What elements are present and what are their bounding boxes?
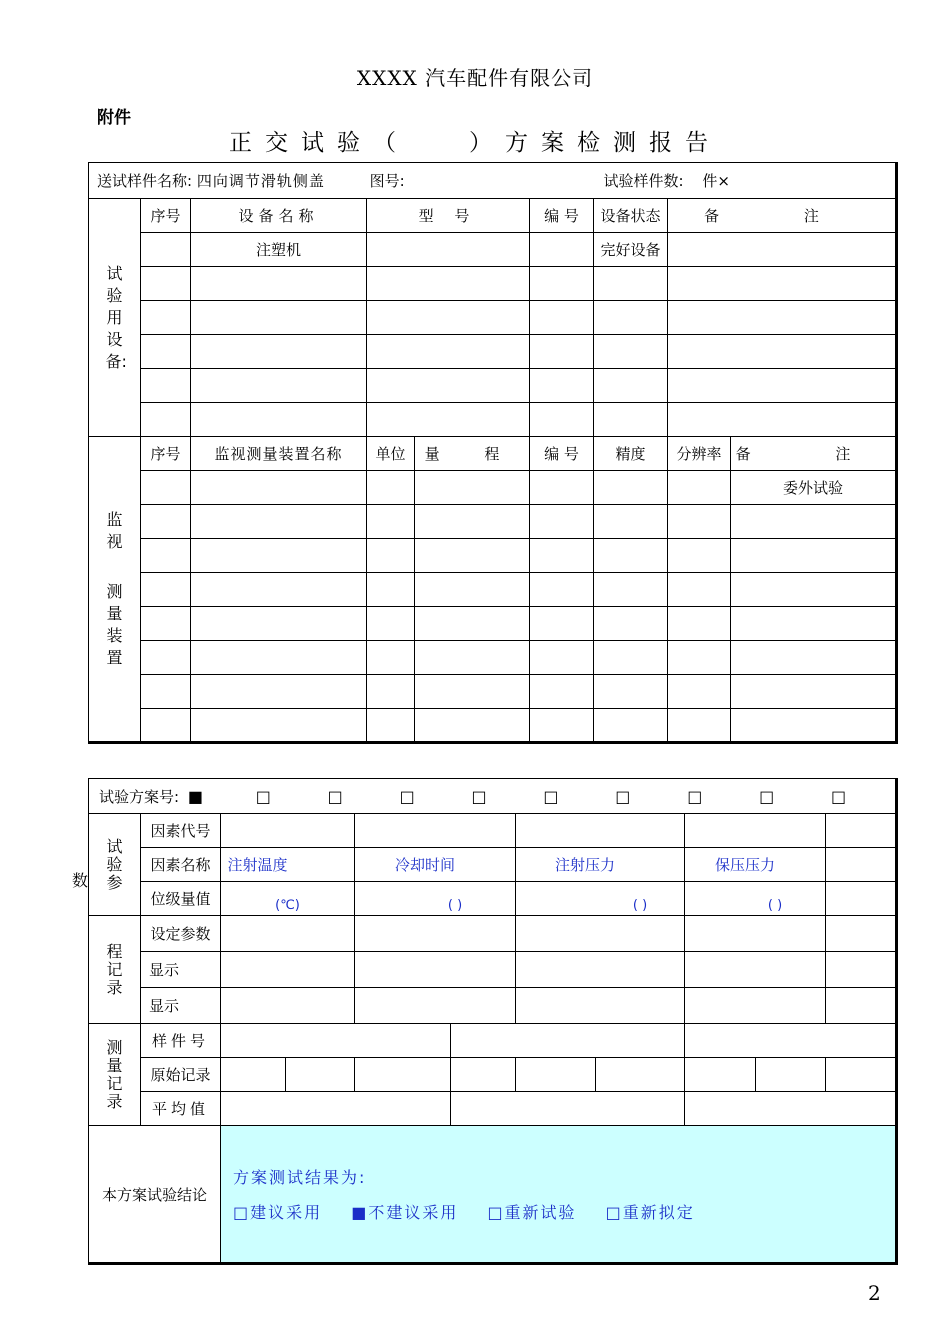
params-side-char: 数 [72, 871, 89, 890]
process-cell[interactable] [221, 988, 355, 1024]
process-cell[interactable] [826, 988, 897, 1024]
mon-cell[interactable] [141, 675, 191, 709]
page-number: 2 [868, 1281, 881, 1305]
measure-cell[interactable] [221, 1058, 286, 1092]
measure-cell[interactable] [451, 1092, 685, 1126]
scheme-label: 试验方案号: [99, 787, 180, 806]
mon-cell[interactable] [731, 573, 897, 607]
params-cell[interactable] [355, 814, 516, 848]
eq-cell[interactable] [594, 369, 668, 403]
mon-cell[interactable] [594, 675, 668, 709]
mon-cell[interactable] [594, 539, 668, 573]
eq-cell[interactable] [530, 335, 594, 369]
process-cell[interactable] [685, 988, 826, 1024]
scheme-checkbox-6[interactable]: □ [543, 786, 559, 806]
mon-cell[interactable] [415, 709, 530, 743]
mon-cell[interactable] [191, 675, 367, 709]
sample-info-row [89, 163, 897, 199]
params-cell[interactable] [826, 848, 897, 882]
process-cell[interactable] [516, 952, 685, 988]
process-cell[interactable] [221, 952, 355, 988]
scheme-row [89, 779, 897, 814]
eq-cell[interactable] [191, 369, 367, 403]
equipment-section-label: 试验用设备: [89, 199, 141, 437]
measure-section-label: 测量记录 [89, 1024, 141, 1126]
mon-cell[interactable] [415, 505, 530, 539]
mon-cell[interactable] [141, 539, 191, 573]
report-title-left: 正交试验（ [229, 130, 409, 156]
measure-cell[interactable] [221, 1092, 451, 1126]
conclusion-label: 本方案试验结论 [89, 1126, 221, 1264]
eq-cell[interactable]: 注塑机 [191, 233, 367, 267]
unit-2: ( ) [447, 897, 463, 913]
eq-cell[interactable] [530, 369, 594, 403]
mon-cell[interactable] [415, 471, 530, 505]
eq-cell[interactable] [668, 267, 897, 301]
mon-cell[interactable] [367, 675, 415, 709]
eq-cell[interactable] [668, 403, 897, 437]
mon-cell[interactable] [367, 641, 415, 675]
factor-name-3[interactable]: 注射压力 [516, 848, 685, 882]
mon-cell[interactable] [731, 641, 897, 675]
monitoring-section-label: 监视 测量装置 [89, 437, 141, 743]
attachment-label: 附件 [97, 108, 131, 128]
eq-cell[interactable] [594, 267, 668, 301]
measure-row-label: 样件号 [141, 1024, 221, 1058]
measure-cell[interactable] [685, 1092, 897, 1126]
eq-cell[interactable] [668, 233, 897, 267]
mon-cell[interactable] [191, 539, 367, 573]
mon-cell[interactable] [530, 607, 594, 641]
level-cell-3[interactable] [516, 882, 685, 916]
params-cell[interactable] [685, 814, 826, 848]
report-title [0, 124, 950, 157]
eq-cell[interactable] [530, 267, 594, 301]
eq-cell[interactable] [367, 403, 530, 437]
eq-cell[interactable] [668, 301, 897, 335]
mon-cell[interactable] [731, 709, 897, 743]
equipment-table [88, 162, 898, 744]
mon-cell[interactable] [191, 505, 367, 539]
measure-cell[interactable] [826, 1058, 897, 1092]
option-not-adopt[interactable]: ■不建议采用 [351, 1203, 459, 1222]
process-cell[interactable] [685, 916, 826, 952]
mon-cell[interactable] [415, 573, 530, 607]
mon-cell[interactable] [367, 573, 415, 607]
mon-cell[interactable] [367, 505, 415, 539]
conclusion-cell[interactable] [221, 1126, 897, 1264]
process-cell[interactable] [516, 988, 685, 1024]
process-cell[interactable] [355, 952, 516, 988]
process-section-label: 程记录 [89, 916, 141, 1024]
level-cell-4[interactable] [685, 882, 826, 916]
mon-cell[interactable] [191, 607, 367, 641]
measure-cell[interactable] [451, 1058, 516, 1092]
eq-header: 备 注 [668, 199, 897, 233]
eq-cell[interactable] [191, 335, 367, 369]
eq-cell[interactable] [141, 403, 191, 437]
eq-cell[interactable] [367, 267, 530, 301]
unit-1: (℃) [275, 897, 300, 913]
mon-cell[interactable] [141, 607, 191, 641]
process-row-label: 显示 [141, 952, 221, 988]
mon-header: 序号 [141, 437, 191, 471]
mon-cell[interactable] [668, 709, 731, 743]
measure-cell[interactable] [286, 1058, 355, 1092]
mon-cell[interactable] [668, 641, 731, 675]
mon-cell[interactable] [191, 709, 367, 743]
process-row-label: 显示 [141, 988, 221, 1024]
conclusion-options [233, 1200, 895, 1223]
eq-header: 型 号 [367, 199, 530, 233]
mon-cell[interactable] [594, 573, 668, 607]
process-cell[interactable] [221, 916, 355, 952]
mon-cell[interactable] [141, 709, 191, 743]
eq-cell[interactable] [668, 335, 897, 369]
mon-header: 精度 [594, 437, 668, 471]
sample-count-label: 试验样件数: [603, 172, 684, 190]
report-title-right: ）方案检测报告 [469, 130, 721, 156]
mon-header: 单位 [367, 437, 415, 471]
mon-cell[interactable] [530, 675, 594, 709]
company-name: XXXX 汽车配件有限公司 [356, 66, 594, 90]
option-retest[interactable]: □重新试验 [487, 1203, 577, 1222]
process-cell[interactable] [516, 916, 685, 952]
mon-cell[interactable] [141, 641, 191, 675]
process-cell[interactable] [826, 916, 897, 952]
mon-cell[interactable] [668, 607, 731, 641]
eq-cell[interactable] [668, 369, 897, 403]
process-cell[interactable] [826, 952, 897, 988]
eq-cell[interactable] [367, 301, 530, 335]
scheme-checkbox-9[interactable]: □ [759, 786, 775, 806]
sample-count-value: 件× [702, 172, 730, 190]
eq-cell[interactable] [141, 267, 191, 301]
factor-name-4[interactable]: 保压压力 [685, 848, 826, 882]
unit-4: ( ) [767, 897, 783, 913]
mon-cell[interactable] [530, 505, 594, 539]
mon-cell[interactable] [594, 709, 668, 743]
mon-header: 编 号 [530, 437, 594, 471]
measure-cell[interactable] [596, 1058, 685, 1092]
params-row-label: 位级量值 [141, 882, 221, 916]
eq-cell[interactable] [367, 335, 530, 369]
option-adopt[interactable]: □建议采用 [233, 1203, 323, 1222]
unit-3: ( ) [632, 897, 648, 913]
mon-cell[interactable] [530, 471, 594, 505]
factor-name-1[interactable]: 注射温度 [221, 848, 355, 882]
process-cell[interactable] [355, 916, 516, 952]
mon-cell[interactable] [191, 573, 367, 607]
mon-header: 量 程 [415, 437, 530, 471]
process-cell[interactable] [355, 988, 516, 1024]
mon-cell[interactable] [594, 641, 668, 675]
mon-cell[interactable] [668, 471, 731, 505]
eq-cell[interactable] [594, 335, 668, 369]
mon-cell[interactable] [530, 709, 594, 743]
mon-cell[interactable] [191, 471, 367, 505]
mon-cell[interactable] [141, 505, 191, 539]
scheme-checkbox-8[interactable]: □ [687, 786, 703, 806]
eq-cell[interactable] [191, 301, 367, 335]
mon-cell[interactable] [594, 505, 668, 539]
eq-cell[interactable] [191, 267, 367, 301]
scheme-checkbox-5[interactable]: □ [471, 786, 487, 806]
process-row-label: 设定参数 [141, 916, 221, 952]
eq-cell[interactable] [594, 301, 668, 335]
eq-cell[interactable] [141, 301, 191, 335]
measure-cell[interactable] [355, 1058, 451, 1092]
eq-cell[interactable] [367, 369, 530, 403]
mon-cell[interactable] [731, 675, 897, 709]
eq-header: 序号 [141, 199, 191, 233]
mon-cell[interactable] [415, 539, 530, 573]
factor-name-2[interactable]: 冷却时间 [355, 848, 516, 882]
mon-cell[interactable] [367, 471, 415, 505]
mon-cell[interactable] [367, 607, 415, 641]
measure-cell[interactable] [221, 1024, 451, 1058]
scheme-checkbox-10[interactable]: □ [831, 786, 847, 806]
mon-cell[interactable] [530, 641, 594, 675]
option-redraft[interactable]: □重新拟定 [605, 1203, 695, 1222]
mon-cell[interactable] [668, 505, 731, 539]
mon-cell[interactable] [415, 675, 530, 709]
mon-cell[interactable] [191, 641, 367, 675]
params-cell[interactable] [516, 814, 685, 848]
mon-cell[interactable] [668, 675, 731, 709]
mon-cell[interactable] [530, 539, 594, 573]
mon-cell[interactable] [594, 607, 668, 641]
params-row-label: 因素名称 [141, 848, 221, 882]
scheme-checkbox-1[interactable]: ■ [187, 786, 203, 806]
scheme-checkbox-3[interactable]: □ [327, 786, 343, 806]
mon-cell[interactable] [530, 573, 594, 607]
mon-header: 监视测量装置名称 [191, 437, 367, 471]
eq-cell[interactable] [141, 369, 191, 403]
eq-header: 编 号 [530, 199, 594, 233]
eq-cell[interactable] [530, 233, 594, 267]
sample-name-value: 四向调节滑轨侧盖 [196, 172, 325, 190]
measure-row-label: 平均值 [141, 1092, 221, 1126]
params-cell[interactable] [826, 882, 897, 916]
mon-cell[interactable] [415, 641, 530, 675]
mon-cell[interactable] [367, 539, 415, 573]
mon-cell[interactable] [415, 607, 530, 641]
measure-cell[interactable] [685, 1024, 897, 1058]
eq-cell[interactable] [141, 335, 191, 369]
mon-cell[interactable] [731, 539, 897, 573]
eq-header: 设备状态 [594, 199, 668, 233]
eq-cell[interactable] [367, 233, 530, 267]
eq-cell[interactable] [191, 403, 367, 437]
params-cell[interactable] [826, 814, 897, 848]
level-cell-2[interactable] [355, 882, 516, 916]
drawing-label: 图号: [369, 172, 405, 190]
mon-cell[interactable] [141, 471, 191, 505]
mon-cell[interactable] [141, 573, 191, 607]
sample-name-label: 送试样件名称: [97, 172, 193, 190]
mon-cell[interactable] [731, 505, 897, 539]
mon-cell[interactable] [668, 573, 731, 607]
eq-cell[interactable] [530, 403, 594, 437]
params-section-label: 试验参 [89, 814, 141, 916]
scheme-checkbox-4[interactable]: □ [399, 786, 415, 806]
measure-cell[interactable] [756, 1058, 826, 1092]
measure-cell[interactable] [685, 1058, 756, 1092]
eq-header: 设备名称 [191, 199, 367, 233]
level-cell-1[interactable] [221, 882, 355, 916]
mon-cell[interactable] [668, 539, 731, 573]
mon-cell[interactable]: 委外试验 [731, 471, 897, 505]
process-cell[interactable] [685, 952, 826, 988]
measure-row-label: 原始记录 [141, 1058, 221, 1092]
mon-cell[interactable] [731, 607, 897, 641]
mon-header: 备 注 [731, 437, 897, 471]
scheme-table [88, 778, 898, 1265]
params-row-label: 因素代号 [141, 814, 221, 848]
eq-cell[interactable] [141, 233, 191, 267]
mon-header: 分辨率 [668, 437, 731, 471]
scheme-checkbox-2[interactable]: □ [255, 786, 271, 806]
measure-cell[interactable] [516, 1058, 596, 1092]
mon-cell[interactable] [367, 709, 415, 743]
eq-cell[interactable] [594, 403, 668, 437]
eq-cell[interactable]: 完好设备 [594, 233, 668, 267]
conclusion-heading: 方案测试结果为: [233, 1168, 367, 1187]
mon-cell[interactable] [594, 471, 668, 505]
measure-cell[interactable] [451, 1024, 685, 1058]
eq-cell[interactable] [530, 301, 594, 335]
params-cell[interactable] [221, 814, 355, 848]
scheme-checkbox-7[interactable]: □ [615, 786, 631, 806]
